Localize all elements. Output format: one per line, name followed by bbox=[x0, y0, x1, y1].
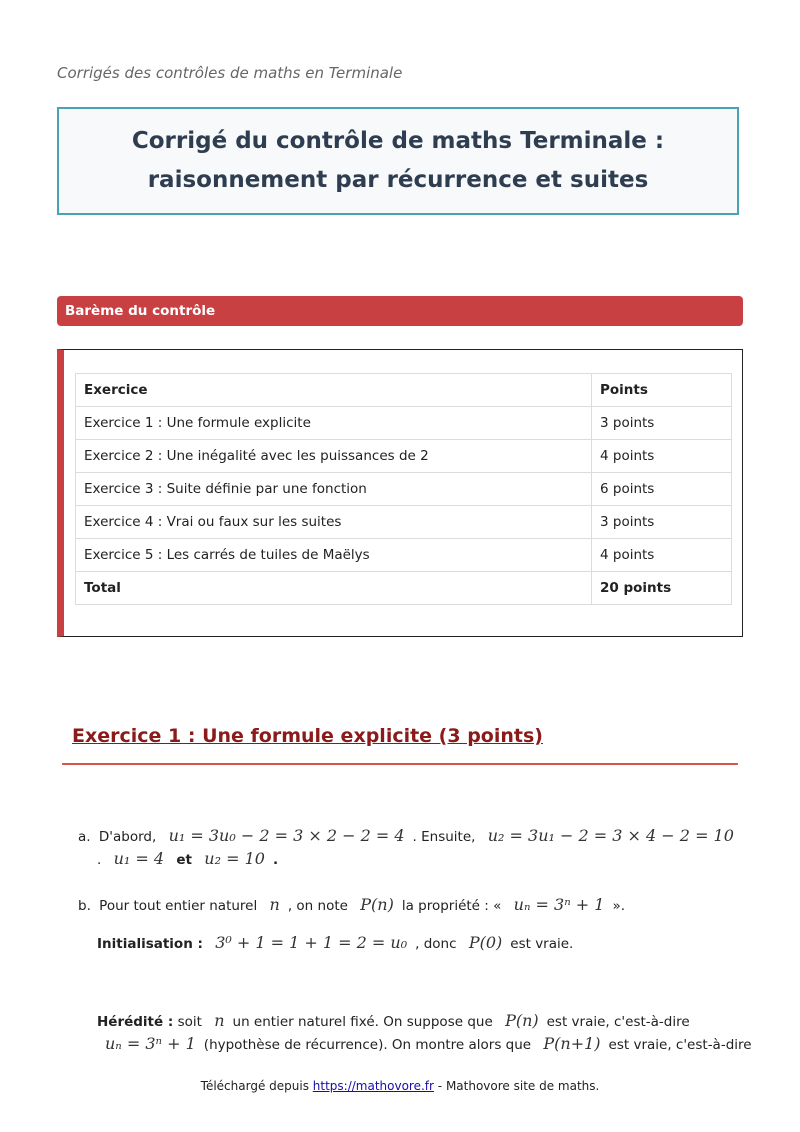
footer-suffix: - Mathovore site de maths. bbox=[437, 1079, 600, 1093]
heredite-line-2 bbox=[97, 1034, 752, 1053]
exercise-cell: Exercice 1 : Une formule explicite bbox=[76, 407, 592, 440]
table-row bbox=[76, 539, 732, 572]
math-formula: uₙ = 3ⁿ + 1 bbox=[513, 895, 605, 914]
table-row bbox=[76, 506, 732, 539]
points-cell: 4 points bbox=[592, 539, 732, 572]
footer-prefix: Téléchargé depuis bbox=[200, 1079, 309, 1093]
text-donc: , donc bbox=[415, 936, 457, 952]
math-pn1: P(n+1) bbox=[543, 1034, 601, 1053]
text-ensuite: . Ensuite, bbox=[412, 829, 476, 845]
answer-a-line-2 bbox=[97, 849, 278, 868]
math-n-2: n bbox=[214, 1011, 225, 1030]
math-pn: P(n) bbox=[360, 895, 394, 914]
math-p0: P(0) bbox=[468, 933, 503, 952]
initialisation-label: Initialisation : bbox=[97, 936, 203, 952]
table-row bbox=[76, 473, 732, 506]
text-vraie: est vraie. bbox=[510, 936, 574, 952]
math-n: n bbox=[269, 895, 280, 914]
points-cell: 3 points bbox=[592, 407, 732, 440]
exercise-cell: Exercice 2 : Une inégalité avec les puissances de 2 bbox=[76, 440, 592, 473]
footer bbox=[0, 1079, 800, 1093]
heredite-line-1 bbox=[97, 1011, 690, 1030]
table-row bbox=[76, 440, 732, 473]
points-cell: 4 points bbox=[592, 440, 732, 473]
footer-link[interactable]: https://mathovore.fr bbox=[312, 1079, 434, 1093]
result-u2: u₂ = 10 bbox=[204, 849, 265, 868]
text-onnote: , on note bbox=[287, 898, 348, 914]
points-cell: 6 points bbox=[592, 473, 732, 506]
result-u1: u₁ = 4 bbox=[113, 849, 165, 868]
text-et: et bbox=[176, 852, 192, 868]
list-marker-a: a. bbox=[78, 829, 91, 845]
total-points: 20 points bbox=[592, 572, 732, 605]
table-header-row bbox=[76, 374, 732, 407]
text-dabord: D'abord, bbox=[98, 829, 157, 845]
text-close: ». bbox=[612, 898, 626, 914]
heading-divider bbox=[62, 763, 738, 765]
text-cad: est vraie, c'est-à-dire bbox=[546, 1014, 690, 1030]
heredite-label: Hérédité : bbox=[97, 1014, 174, 1030]
text-intro: Pour tout entier naturel bbox=[99, 898, 258, 914]
answer-b-line-1 bbox=[78, 895, 625, 914]
answer-a-line-1 bbox=[78, 826, 742, 845]
list-marker-b: b. bbox=[78, 898, 91, 914]
text-prop: la propriété : « bbox=[401, 898, 502, 914]
exercise-cell: Exercice 4 : Vrai ou faux sur les suites bbox=[76, 506, 592, 539]
title-line-2: raisonnement par récurrence et suites bbox=[147, 167, 649, 193]
text-hyp: (hypothèse de récurrence). On montre alors que bbox=[203, 1037, 532, 1053]
text-soit: soit bbox=[177, 1014, 202, 1030]
equation-u2: u₂ = 3u₁ − 2 = 3 × 4 − 2 = 10 bbox=[487, 826, 734, 845]
table-row bbox=[76, 407, 732, 440]
text-hered-1: un entier naturel fixé. On suppose que bbox=[232, 1014, 493, 1030]
bareme-heading: Barème du contrôle bbox=[57, 296, 743, 326]
exercise-1-heading: Exercice 1 : Une formule explicite (3 points) bbox=[72, 725, 543, 747]
title-line-1: Corrigé du contrôle de maths Terminale : bbox=[131, 128, 665, 154]
total-label: Total bbox=[76, 572, 592, 605]
math-init-eq: 3⁰ + 1 = 1 + 1 = 2 = u₀ bbox=[215, 933, 408, 952]
total-row bbox=[76, 572, 732, 605]
exercise-cell: Exercice 5 : Les carrés de tuiles de Maëlys bbox=[76, 539, 592, 572]
math-formula-2: uₙ = 3ⁿ + 1 bbox=[105, 1034, 196, 1053]
points-cell: 3 points bbox=[592, 506, 732, 539]
exercise-cell: Exercice 3 : Suite définie par une fonction bbox=[76, 473, 592, 506]
initialisation-line bbox=[97, 933, 573, 952]
title-box bbox=[57, 107, 739, 215]
page-title bbox=[132, 122, 664, 200]
text-cad-2: est vraie, c'est-à-dire bbox=[608, 1037, 752, 1053]
math-pn-2: P(n) bbox=[505, 1011, 539, 1030]
column-header-points: Points bbox=[592, 374, 732, 407]
grading-box bbox=[57, 349, 743, 637]
grading-table bbox=[75, 373, 732, 605]
column-header-exercice: Exercice bbox=[76, 374, 592, 407]
text-end-dot: . bbox=[272, 852, 279, 868]
equation-u1: u₁ = 3u₀ − 2 = 3 × 2 − 2 = 4 bbox=[168, 826, 405, 845]
text-dot: . bbox=[97, 852, 102, 868]
page-header: Corrigés des contrôles de maths en Terminale bbox=[57, 64, 403, 82]
